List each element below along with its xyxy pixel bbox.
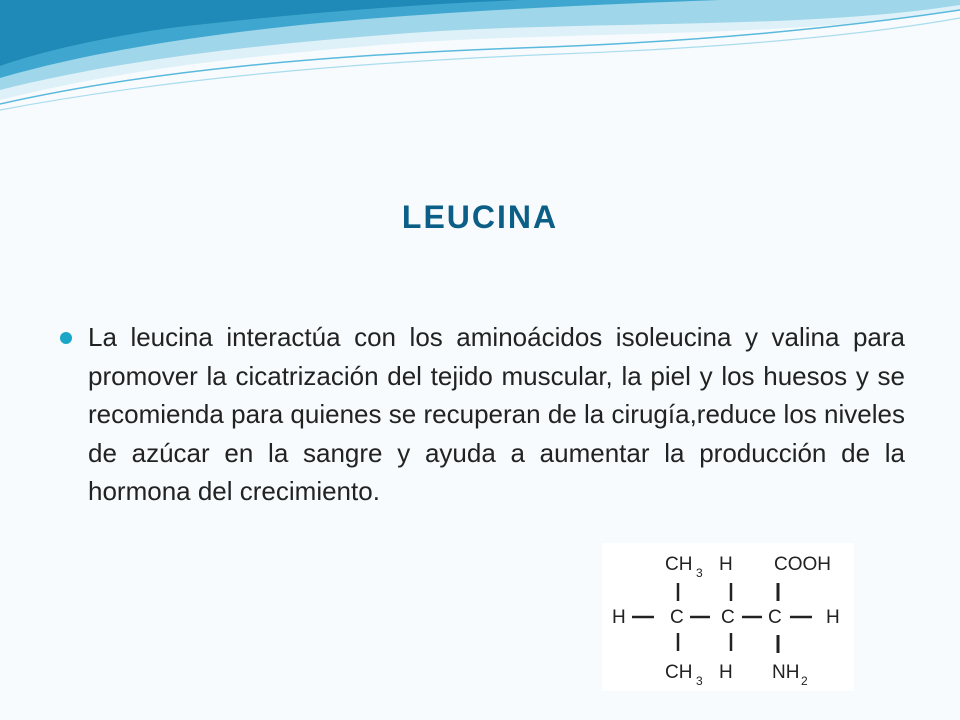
formula-bottom-group-3: NH (772, 662, 800, 683)
formula-left-hydrogen: H (612, 607, 626, 628)
formula-bottom-group-1: CH (665, 662, 693, 683)
list-item (60, 318, 905, 511)
formula-carbon-2: C (721, 607, 735, 628)
formula-top-group-3: COOH (774, 554, 831, 575)
bullet-icon (60, 332, 72, 344)
formula-right-hydrogen: H (826, 607, 840, 628)
formula-carbon-1: C (670, 607, 684, 628)
leucine-structural-formula (602, 543, 854, 691)
slide-title: leucina (401, 186, 559, 238)
header-wave-decoration (0, 0, 960, 120)
bullet-list (60, 318, 905, 511)
formula-top-group-1: CH (665, 554, 693, 575)
formula-top-group-1-subscript: 3 (696, 566, 703, 580)
bullet-text: La leucina interactúa con los aminoácidos isoleucina y valina para promover la cicatrización del tejido muscular, la piel y los huesos y se recomienda para quienes se recuperan de la cirugía,reduce los niveles de azúcar en la sangre y ayuda a aumentar la producción de la hormona del crecimiento. (88, 322, 905, 506)
formula-top-group-2: H (719, 554, 733, 575)
formula-bottom-group-3-subscript: 2 (801, 674, 808, 688)
formula-bottom-group-1-subscript: 3 (696, 674, 703, 688)
formula-bottom-group-2: H (719, 662, 733, 683)
formula-carbon-3: C (768, 607, 782, 628)
